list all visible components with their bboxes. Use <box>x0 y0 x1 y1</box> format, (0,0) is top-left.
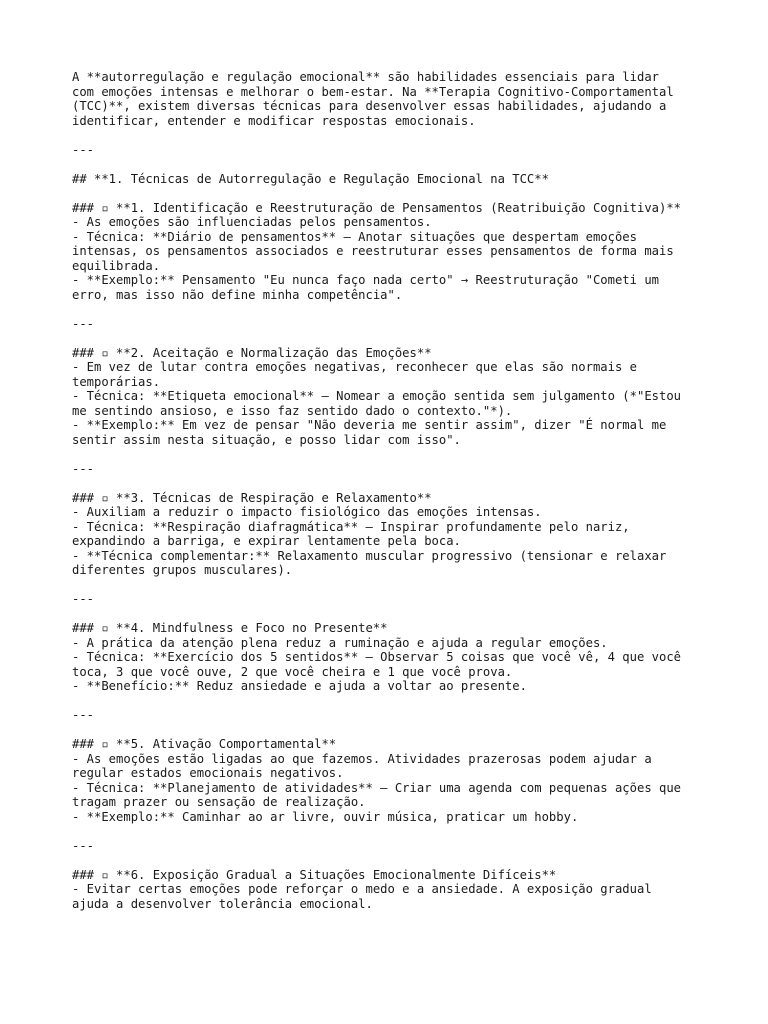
section-line: sentir assim nesta situação, e posso lidar com isso". <box>72 432 461 447</box>
section-heading: ### ▫ **5. Ativação Comportamental** <box>72 737 337 751</box>
section-line: - As emoções estão ligadas ao que fazemos. Atividades prazerosas podem ajudar a <box>72 751 652 766</box>
section-line: - Técnica: **Etiqueta emocional** – Nomear a emoção sentida sem julgamento (*"Estou <box>72 389 682 403</box>
intro-line: com emoções intensas e melhorar o bem-estar. Na **Terapia Cognitivo-Comportamental <box>72 84 674 99</box>
separator: --- <box>72 838 95 853</box>
section-heading: ### ▫ **2. Aceitação e Normalização das Emoções** <box>72 345 432 360</box>
section-line: - **Técnica complementar:** Relaxamento muscular progressivo (tensionar e relaxar <box>72 548 667 563</box>
separator: --- <box>72 142 95 157</box>
section-5 <box>72 737 712 824</box>
main-heading-block <box>72 172 712 187</box>
section-heading: ### ▫ **1. Identificação e Reestruturação de Pensamentos (Reatribuição Cognitiva)** <box>72 200 682 215</box>
section-6 <box>72 868 712 912</box>
intro-line: identificar, entender e modificar respostas emocionais. <box>72 113 476 128</box>
document-page <box>72 70 712 926</box>
section-line: - Técnica: **Planejamento de atividades** – Criar uma agenda com pequenas ações que <box>72 780 682 795</box>
section-line: temporárias. <box>72 374 161 389</box>
section-line: intensas, os pensamentos associados e reestruturar esses pensamentos de forma mais <box>72 244 674 258</box>
section-line: - Auxiliam a reduzir o impacto fisiológico das emoções intensas. <box>72 505 542 519</box>
section-line: - **Exemplo:** Caminhar ao ar livre, ouvir música, praticar um hobby. <box>72 809 579 824</box>
intro-paragraph <box>72 70 712 128</box>
section-line: - A prática da atenção plena reduz a ruminação e ajuda a regular emoções. <box>72 635 608 650</box>
section-line: - **Exemplo:** Em vez de pensar "Não deveria me sentir assim", dizer "É normal me <box>72 418 667 432</box>
section-line: tragam prazer ou sensação de realização. <box>72 795 366 809</box>
intro-line: A **autorregulação e regulação emocional** são habilidades essenciais para lidar <box>72 70 659 84</box>
section-line: - Técnica: **Respiração diafragmática** – Inspirar profundamente pelo nariz, <box>72 519 630 534</box>
section-line: ajuda a desenvolver tolerância emocional. <box>72 896 373 911</box>
separator: --- <box>72 708 95 722</box>
section-line: diferentes grupos musculares). <box>72 563 293 577</box>
separator: --- <box>72 461 95 476</box>
section-line: equilibrada. <box>72 258 161 273</box>
section-line: - Técnica: **Diário de pensamentos** – Anotar situações que despertam emoções <box>72 229 637 244</box>
section-line: - Técnica: **Exercício dos 5 sentidos** – Observar 5 coisas que você vê, 4 que você <box>72 650 682 664</box>
section-line: me sentindo ansioso, e isso faz sentido dado o contexto."*). <box>72 403 513 418</box>
section-line: toca, 3 que você ouve, 2 que você cheira e 1 que você prova. <box>72 664 513 679</box>
separator: --- <box>72 316 95 331</box>
section-4 <box>72 621 712 694</box>
section-line: expandindo a barriga, e expirar lentamente pela boca. <box>72 534 461 548</box>
section-2 <box>72 346 712 448</box>
main-heading: ## **1. Técnicas de Autorregulação e Regulação Emocional na TCC** <box>72 171 549 186</box>
intro-line: (TCC)**, existem diversas técnicas para desenvolver essas habilidades, ajudando a <box>72 99 667 113</box>
section-line: - As emoções são influenciadas pelos pensamentos. <box>72 215 432 229</box>
section-line: - Em vez de lutar contra emoções negativas, reconhecer que elas são normais e <box>72 360 637 374</box>
section-line: regular estados emocionais negativos. <box>72 766 344 780</box>
section-1 <box>72 201 712 303</box>
section-heading: ### ▫ **4. Mindfulness e Foco no Presente** <box>72 621 388 635</box>
section-line: - **Exemplo:** Pensamento "Eu nunca faço nada certo" → Reestruturação "Cometi um <box>72 273 659 287</box>
section-line: - Evitar certas emoções pode reforçar o medo e a ansiedade. A exposição gradual <box>72 882 652 896</box>
section-heading: ### ▫ **3. Técnicas de Respiração e Relaxamento** <box>72 490 432 505</box>
section-line: - **Benefício:** Reduz ansiedade e ajuda a voltar ao presente. <box>72 679 527 693</box>
section-line: erro, mas isso não define minha competência". <box>72 287 403 302</box>
separator: --- <box>72 592 95 606</box>
section-3 <box>72 491 712 578</box>
section-heading: ### ▫ **6. Exposição Gradual a Situações Emocionalmente Difíceis** <box>72 867 557 882</box>
